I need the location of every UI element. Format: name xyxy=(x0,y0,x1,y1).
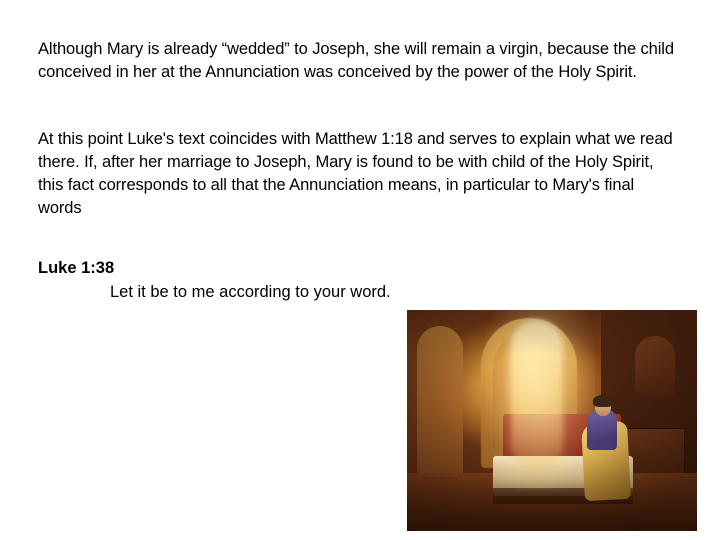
body-paragraph-1: Although Mary is already “wedded” to Joseph, she will remain a virgin, because the child conceived in her at the Annunciation was conceived by the power of the Holy Spirit. xyxy=(38,40,674,81)
painting-vignette xyxy=(407,310,697,531)
annunciation-painting xyxy=(407,310,697,531)
verse-reference: Luke 1:38 xyxy=(38,259,115,277)
body-paragraph-2: At this point Luke's text coincides with Matthew 1:18 and serves to explain what we read there. If, after her marriage to Joseph, Mary is found to be with child of the Holy Spirit, this fact corresponds to all that the Annunciation means, in particular to Mary's final words xyxy=(38,130,673,217)
verse-text: Let it be to me according to your word. xyxy=(110,283,391,301)
